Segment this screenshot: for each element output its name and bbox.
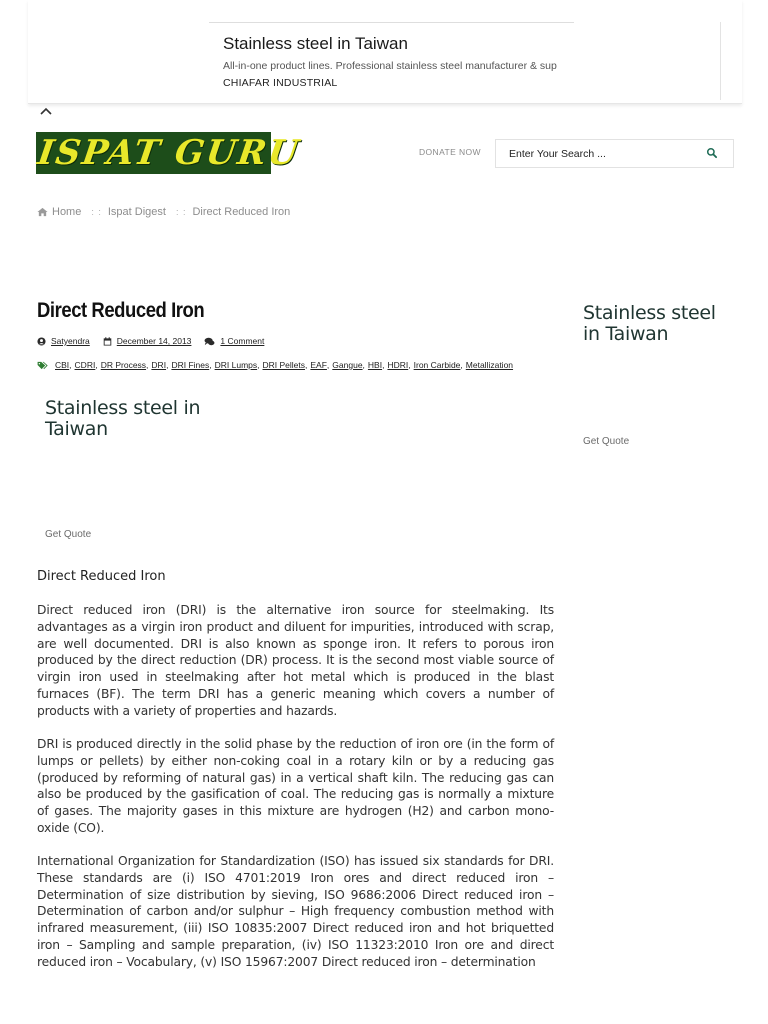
tag-link[interactable]: DRI Fines [171,360,210,370]
tag-link[interactable]: DRI [151,360,167,370]
inline-ad[interactable] [37,380,557,550]
post-comments-link[interactable]: 1 Comment [220,336,265,346]
search-icon [706,147,718,159]
search-button[interactable] [706,146,722,162]
section-heading: Direct Reduced Iron [37,569,166,584]
tag-link[interactable]: CDRI [74,360,96,370]
home-icon [37,207,48,217]
top-ad-title[interactable]: Stainless steel in Taiwan [223,34,408,53]
inline-ad-heading[interactable]: Stainless steel in Taiwan [45,397,201,440]
tag-link[interactable]: Iron Carbide [413,360,461,370]
top-ad-brand: CHIAFAR INDUSTRIAL [223,77,338,89]
post-meta [37,336,277,346]
sidebar-ad-get-quote-button[interactable]: Get Quote [583,436,630,447]
search-form [495,139,734,168]
top-ad-divider [720,22,721,100]
tag-link[interactable]: DRI Lumps [214,360,258,370]
user-icon [37,337,46,346]
tag-link[interactable]: DRI Pellets [262,360,306,370]
post-date-link[interactable]: December 14, 2013 [116,336,192,346]
top-ad-content[interactable] [209,22,574,100]
site-logo[interactable] [35,132,303,174]
page-title: Direct Reduced Iron [37,299,205,322]
collapse-ad-button[interactable] [38,104,54,118]
article-paragraph: International Organization for Standardization (ISO) has issued six standards for DRI. These standards are (i) ISO 4701:2019 Iron ores and direct reduced iron – Determination of size distribution by sieving, ISO 9686:2006 Direct reduced iron – Determination of carbon and/or sulphur – High frequency combustion method with infrared measurement, (iii) ISO 10835:2007 Direct reduced iron and hot briquetted iron – Sampling and sample preparation, (iv) ISO 11323:2010 Iron ore and direct reduced iron – Vocabulary, (v) ISO 15967:2007 Direct reduced iron – determination [37,854,554,969]
tags-icon [37,361,49,370]
top-banner-ad[interactable] [28,0,742,104]
post-author-link[interactable]: Satyendra [51,336,90,346]
breadcrumb-home[interactable]: Home [52,206,82,218]
calendar-icon [103,337,112,346]
sidebar-ad-heading[interactable]: Stainless steel in Taiwan [583,302,716,345]
logo-text: ISPAT GURU [35,133,303,173]
tag-link[interactable]: HDRI [387,360,409,370]
donate-link[interactable]: DONATE NOW [419,147,481,157]
comments-icon [204,337,215,346]
top-ad-description: All-in-one product lines. Professional stainless steel manufacturer & sup [223,60,557,72]
tag-link[interactable]: Gangue [332,360,363,370]
article-paragraph: Direct reduced iron (DRI) is the alternative iron source for steelmaking. Its advantages as a virgin iron product and diluent for impurities, introduced with scrap, are well documented. DRI is also known as sponge iron. It refers to porous iron produced by the direct reduction (DR) process. It is the second most viable source of virgin iron used in steelmaking after hot metal which is produced in the blast furnaces (BF). The term DRI has a generic meaning which covers a number of products with a variety of properties and hazards. [37,603,554,718]
breadcrumb-current: Direct Reduced Iron [192,206,291,218]
tag-link[interactable]: DR Process [100,360,147,370]
breadcrumb-ispat-digest[interactable]: Ispat Digest [107,206,166,218]
tag-link[interactable]: Metallization [465,360,514,370]
breadcrumb-separator: : : [175,207,187,217]
post-tags: CBI , CDRI , DR Process , DRI , DRI Fines , DRI Lumps , DRI Pellets , EAF , Gangue , HBI , HDRI , Iron Carbide , Metallization [37,360,513,370]
tag-link[interactable]: HBI [367,360,383,370]
article-paragraph: DRI is produced directly in the solid phase by the reduction of iron ore (in the form of lumps or pellets) by either non-coking coal in a rotary kiln or by a reducing gas (produced by reforming of natural gas) in a vertical shaft kiln. The reducing gas can also be produced by the gasification of coal. The reducing gas is normally a mixture of gases. The majority gases in this mixture are hydrogen (H2) and carbon mono-oxide (CO). [37,737,554,835]
tag-link[interactable]: EAF [310,360,327,370]
breadcrumb-separator: : : [91,207,102,217]
search-input[interactable] [496,140,701,167]
chevron-up-icon [40,107,52,115]
tag-link[interactable]: CBI [55,360,70,370]
sidebar-ad[interactable] [583,303,743,463]
breadcrumb [37,206,290,218]
inline-ad-get-quote-button[interactable]: Get Quote [45,529,92,540]
